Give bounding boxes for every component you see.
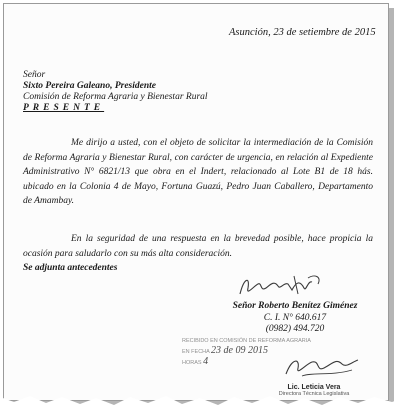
letter-document (3, 3, 389, 401)
signer-id: C. I. N° 640.617 (263, 312, 327, 323)
receiver-signature (282, 354, 362, 380)
attachment-note: Se adjunta antecedentes (23, 263, 118, 273)
body-paragraph-closing: En la seguridad de una respuesta en la brevedad posible, hace propicia la ocasión para saludarlo con su más alta consideración. (23, 234, 373, 259)
stamp-date-value: 23 de 09 2015 (211, 345, 268, 356)
stamp-time-label: HORAS (182, 360, 202, 366)
recipient-name: Sixto Pereira Galeano, Presidente (23, 81, 156, 91)
stamp-time-value: 4 (203, 356, 209, 367)
stamp-header: RECIBIDO EN COMISIÓN DE REFORMA AGRARIA (182, 338, 311, 344)
signer-phone: (0982) 494.720 (265, 324, 325, 334)
letter-date: Asunción, 23 de setiembre de 2015 (229, 27, 376, 38)
recipient-salutation: Señor (23, 70, 46, 80)
handwritten-signature (234, 272, 344, 302)
recipient-block (23, 70, 208, 114)
torn-edge (0, 393, 400, 419)
signer-name: Señor Roberto Benítez Giménez (232, 301, 358, 311)
receiver-title: Directora Técnica Legislativa (278, 391, 350, 397)
signature-block (220, 301, 370, 336)
presente-heading: PRESENTE (23, 103, 105, 113)
stamp-date-label: EN FECHA (182, 349, 210, 355)
body-paragraph-request: Me dirijo a usted, con el objeto de solicitar la intermediación de la Comisión de Reforma Agraria y Bienestar Rural, con carácter de urgencia, en relación al Expediente Administrativo N° 6821/13 que obra en el Indert, relacionado al Lote B1 de 18 hás. ubicado en la Colonia 4 de Mayo, Fortuna Guazú, Pedro Juan Caballero, Departamento de Amambay. (23, 138, 373, 206)
receiver-name: Lic. Leticia Vera (287, 384, 341, 391)
recipient-institution: Comisión de Reforma Agraria y Bienestar Rural (23, 92, 208, 102)
